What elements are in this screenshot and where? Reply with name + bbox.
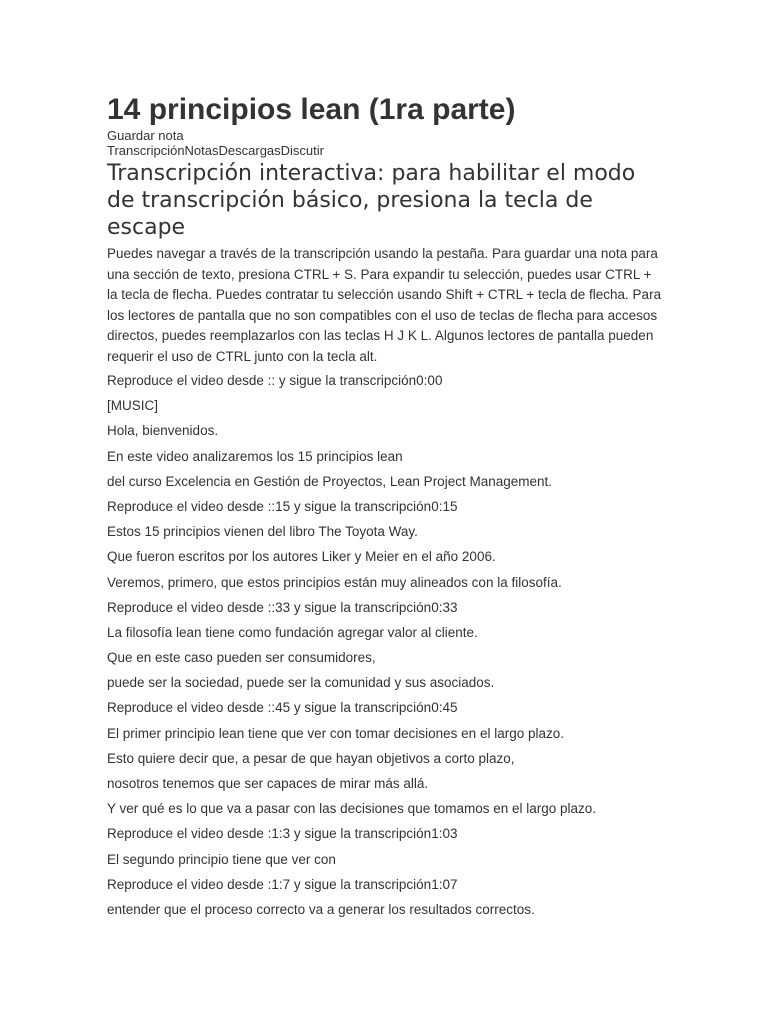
tab-discutir[interactable]: Discutir xyxy=(280,143,324,158)
transcript-line[interactable]: Reproduce el video desde ::45 y sigue la transcripción0:45 xyxy=(107,700,458,716)
document-page xyxy=(107,92,663,927)
transcript-line[interactable]: Reproduce el video desde :1:7 y sigue la transcripción1:07 xyxy=(107,876,458,892)
tab-transcripcion[interactable]: Transcripción xyxy=(107,143,185,158)
tab-notas[interactable]: Notas xyxy=(184,143,219,158)
save-note-link[interactable]: Guardar nota xyxy=(107,128,184,143)
transcript-line[interactable]: [MUSIC] xyxy=(107,398,159,414)
transcript-line[interactable]: Reproduce el video desde :: y sigue la transcripción0:00 xyxy=(107,373,443,388)
transcript-line[interactable]: En este video analizaremos los 15 principios lean xyxy=(107,448,403,464)
transcript-line[interactable]: Reproduce el video desde ::15 y sigue la transcripción0:15 xyxy=(107,498,458,514)
transcript-line[interactable]: Que fueron escritos por los autores Liker y Meier en el año 2006. xyxy=(107,549,496,565)
transcript-line[interactable]: Y ver qué es lo que va a pasar con las decisiones que tomamos en el largo plazo. xyxy=(107,801,597,817)
page-title: 14 principios lean (1ra parte) xyxy=(107,93,516,126)
transcript-lines xyxy=(107,373,663,927)
transcript-line[interactable]: Hola, bienvenidos. xyxy=(107,423,219,439)
transcript-line[interactable]: Veremos, primero, que estos principios están muy alineados con la filosofía. xyxy=(107,574,562,590)
transcript-line[interactable]: Que en este caso pueden ser consumidores, xyxy=(107,650,376,666)
transcript-line[interactable]: puede ser la sociedad, puede ser la comunidad y sus asociados. xyxy=(107,675,495,691)
transcript-line[interactable]: entender que el proceso correcto va a generar los resultados correctos. xyxy=(107,901,535,917)
transcript-line[interactable]: Reproduce el video desde :1:3 y sigue la transcripción1:03 xyxy=(107,826,458,842)
tab-descargas[interactable]: Descargas xyxy=(218,143,281,158)
transcript-line[interactable]: nosotros tenemos que ser capaces de mirar más allá. xyxy=(107,776,429,791)
transcript-instructions: Puedes navegar a través de la transcripción usando la pestaña. Para guardar una nota para una sección de texto, presiona CTRL + S. Para expandir tu selección, puedes usar CTRL + la tecla de flecha. Puedes contratar tu selección usando Shift + CTRL + tecla de flecha. Para los lectores de pantalla que no son compatibles con el uso de teclas de flecha para accesos directos, puedes reemplazarlos con las teclas H J K L. Algunos lectores de pantalla pueden requerir el uso de CTRL junto con la tecla alt. xyxy=(107,246,662,364)
transcript-line[interactable]: El primer principio lean tiene que ver con tomar decisiones en el largo plazo. xyxy=(107,725,564,741)
transcript-line[interactable]: Reproduce el video desde ::33 y sigue la transcripción0:33 xyxy=(107,599,458,615)
transcript-line[interactable]: del curso Excelencia en Gestión de Proyectos, Lean Project Management. xyxy=(107,473,552,489)
transcript-line[interactable]: Estos 15 principios vienen del libro The Toyota Way. xyxy=(107,524,418,540)
transcript-line[interactable]: La filosofía lean tiene como fundación agregar valor al cliente. xyxy=(107,624,478,640)
transcript-line[interactable]: Esto quiere decir que, a pesar de que hayan objetivos a corto plazo, xyxy=(107,750,515,766)
transcript-heading: Transcripción interactiva: para habilitar el modo de transcripción básico, presiona la tecla de escape xyxy=(107,161,636,240)
transcript-line[interactable]: El segundo principio tiene que ver con xyxy=(107,851,336,867)
tab-bar xyxy=(107,143,663,158)
